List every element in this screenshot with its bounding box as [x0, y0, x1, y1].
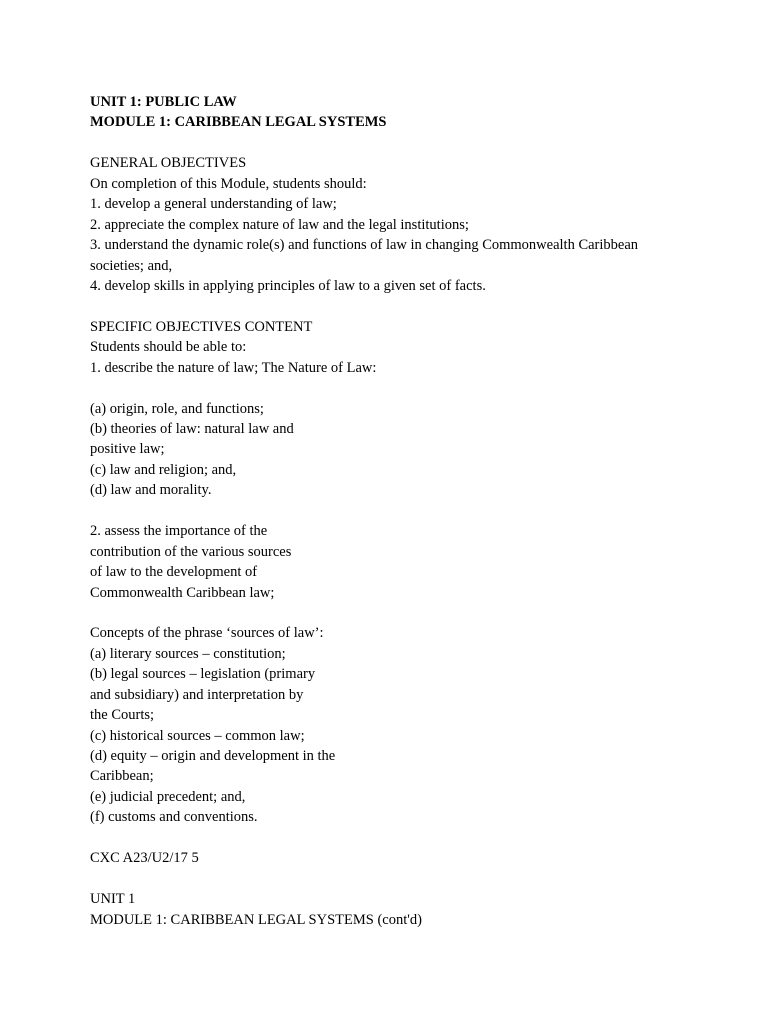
nature-of-law-item: positive law; [90, 441, 165, 458]
sources-item: (b) legal sources – legislation (primary [90, 666, 316, 683]
spacer [90, 603, 690, 623]
module-title: MODULE 1: CARIBBEAN LEGAL SYSTEMS [90, 114, 387, 131]
sources-heading: Concepts of the phrase ‘sources of law’: [90, 625, 324, 642]
spacer [90, 501, 690, 521]
general-objective-item: 2. appreciate the complex nature of law and the legal institutions; [90, 216, 469, 233]
unit-title: UNIT 1: PUBLIC LAW [90, 94, 237, 110]
specific-objective-2-line: of law to the development of [90, 564, 258, 581]
spacer [90, 378, 690, 398]
sources-item: and subsidiary) and interpretation by [90, 686, 304, 703]
sources-item: (c) historical sources – common law; [90, 727, 305, 744]
sources-item: (a) literary sources – constitution; [90, 645, 286, 662]
general-objectives-intro: On completion of this Module, students should: [90, 175, 367, 192]
continuation-module: MODULE 1: CARIBBEAN LEGAL SYSTEMS (cont'd) [90, 911, 422, 928]
spacer [90, 828, 690, 848]
general-objective-item: 3. understand the dynamic role(s) and functions of law in changing Commonwealth Caribbean [90, 237, 639, 254]
spacer [90, 133, 690, 153]
document-page [90, 92, 690, 930]
specific-objective-2-line: contribution of the various sources [90, 543, 292, 560]
general-objective-item: societies; and, [90, 257, 173, 274]
continuation-unit: UNIT 1 [90, 891, 136, 908]
general-objectives-heading: GENERAL OBJECTIVES [90, 155, 247, 172]
specific-objective-2-line: 2. assess the importance of the [90, 523, 268, 540]
specific-objective-1: 1. describe the nature of law; The Nature of Law: [90, 359, 377, 376]
specific-objectives-heading: SPECIFIC OBJECTIVES CONTENT [90, 318, 313, 335]
spacer [90, 296, 690, 316]
sources-item: (f) customs and conventions. [90, 809, 258, 826]
nature-of-law-item: (c) law and religion; and, [90, 461, 237, 478]
nature-of-law-item: (b) theories of law: natural law and [90, 421, 294, 437]
sources-item: Caribbean; [90, 768, 154, 785]
general-objective-item: 1. develop a general understanding of law; [90, 196, 337, 213]
spacer [90, 869, 690, 889]
sources-item: (d) equity – origin and development in the [90, 748, 336, 764]
specific-objective-2-line: Commonwealth Caribbean law; [90, 584, 275, 601]
sources-item: (e) judicial precedent; and, [90, 788, 246, 805]
sources-item: the Courts; [90, 707, 155, 724]
footer-code: CXC A23/U2/17 5 [90, 850, 199, 867]
general-objective-item: 4. develop skills in applying principles of law to a given set of facts. [90, 277, 486, 294]
specific-objectives-intro: Students should be able to: [90, 339, 247, 356]
nature-of-law-item: (a) origin, role, and functions; [90, 400, 264, 417]
nature-of-law-item: (d) law and morality. [90, 482, 212, 499]
